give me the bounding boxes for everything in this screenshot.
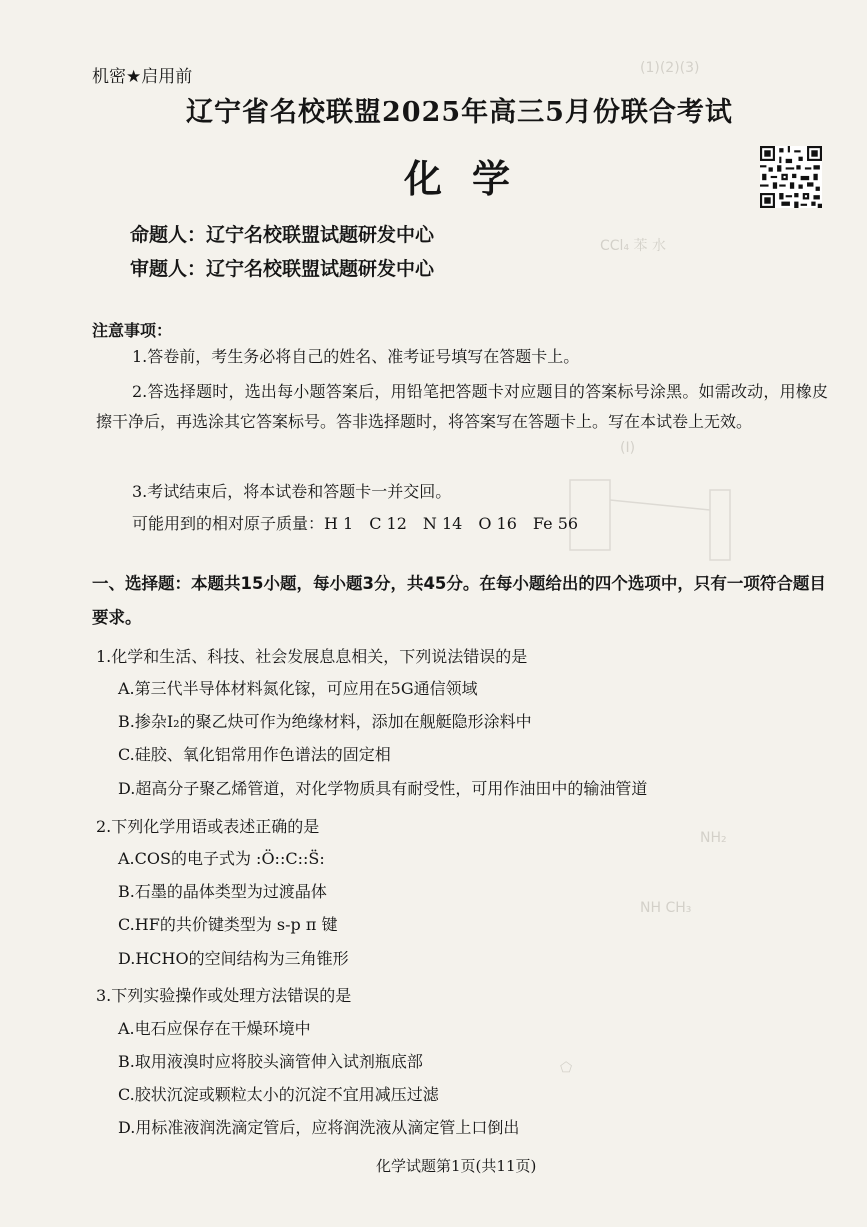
question-3-option-a: A.电石应保存在干燥环境中: [118, 1019, 311, 1038]
question-1-option-c: C.硅胶、氧化铝常用作色谱法的固定相: [118, 745, 391, 764]
question-2-option-d: D.HCHO的空间结构为三角锥形: [118, 949, 349, 968]
question-3-option-d: D.用标准液润洗滴定管后，应将润洗液从滴定管上口倒出: [118, 1118, 520, 1137]
question-1-option-b: B.掺杂I₂的聚乙炔可作为绝缘材料，添加在舰艇隐形涂料中: [118, 712, 532, 731]
note-item-2: 2.答选择题时，选出每小题答案后，用铅笔把答题卡对应题目的答案标号涂黑。如需改动，用橡皮擦干净后，再选涂其它答案标号。答非选择题时，将答案写在答题卡上。写在本试卷上无效。: [96, 382, 828, 431]
section-1-title: 一、选择题：本题共15小题，每小题3分，共45分。在每小题给出的四个选项中，只有一项符合题目要求。: [92, 574, 826, 627]
question-2-option-b: B.石墨的晶体类型为过渡晶体: [118, 882, 327, 901]
question-1-stem: 1.化学和生活、科技、社会发展息息相关，下列说法错误的是: [96, 647, 528, 666]
question-1-option-d: D.超高分子聚乙烯管道，对化学物质具有耐受性，可用作油田中的输油管道: [118, 779, 648, 798]
subject-title: 化学: [404, 156, 541, 201]
note-item-1: 1.答卷前，考生务必将自己的姓名、准考证号填写在答题卡上。: [132, 347, 580, 366]
qr-code: [760, 146, 822, 208]
reviewer-line: 审题人：辽宁名校联盟试题研发中心: [130, 258, 435, 280]
question-3-option-b: B.取用液溴时应将胶头滴管伸入试剂瓶底部: [118, 1052, 423, 1071]
question-3-option-c: C.胶状沉淀或颗粒太小的沉淀不宜用减压过滤: [118, 1085, 439, 1104]
question-2-option-a: A.COS的电子式为 :Ö::C::S̈:: [118, 849, 325, 868]
question-1-option-a: A.第三代半导体材料氮化镓，可应用在5G通信领域: [118, 679, 478, 698]
confidential-label: 机密★启用前: [92, 67, 193, 87]
question-3-stem: 3.下列实验操作或处理方法错误的是: [96, 986, 352, 1005]
exam-title: 辽宁省名校联盟2025年高三5月份联合考试: [186, 97, 733, 128]
note-item-3: 3.考试结束后，将本试卷和答题卡一并交回。: [132, 482, 452, 501]
question-2-stem: 2.下列化学用语或表述正确的是: [96, 817, 320, 836]
atomic-masses: 可能用到的相对原子质量：H 1 C 12 N 14 O 16 Fe 56: [132, 514, 579, 533]
author-line: 命题人：辽宁名校联盟试题研发中心: [130, 224, 435, 246]
page-footer: 化学试题第1页(共11页): [376, 1157, 537, 1175]
notes-heading: 注意事项：: [92, 321, 173, 340]
question-2-option-c: C.HF的共价键类型为 s-p π 键: [118, 915, 338, 934]
